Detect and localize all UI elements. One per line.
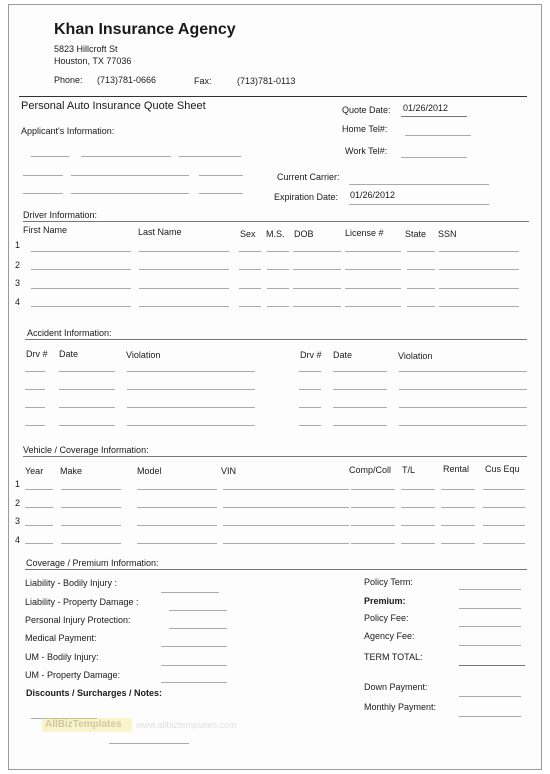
form-field-line[interactable]	[137, 507, 217, 508]
form-field-line[interactable]	[239, 251, 261, 252]
form-field-line[interactable]	[127, 425, 255, 426]
form-field-line[interactable]	[441, 489, 475, 490]
applicant-line[interactable]	[179, 156, 241, 157]
form-field-line[interactable]	[25, 489, 53, 490]
applicant-line[interactable]	[71, 193, 189, 194]
notes-line[interactable]	[109, 743, 189, 744]
work-tel-label: Work Tel#:	[345, 146, 388, 156]
applicant-line[interactable]	[71, 175, 189, 176]
form-field-line[interactable]	[267, 269, 289, 270]
coverage-medical-label: Medical Payment:	[25, 633, 97, 643]
phone-label: Phone:	[54, 75, 83, 85]
form-field-line[interactable]	[333, 389, 387, 390]
form-field-line[interactable]	[351, 543, 395, 544]
expiration-date-label: Expiration Date:	[274, 192, 339, 202]
form-field-line[interactable]	[441, 525, 475, 526]
form-field-line[interactable]	[345, 251, 401, 252]
vehicle-info-label: Vehicle / Coverage Information:	[23, 445, 149, 455]
form-field-line[interactable]	[31, 269, 131, 270]
form-field-line[interactable]	[25, 371, 45, 372]
form-field-line[interactable]	[239, 306, 261, 307]
vehicle-col-year: Year	[25, 466, 44, 476]
form-field-line[interactable]	[25, 543, 53, 544]
form-field-line[interactable]	[483, 543, 525, 544]
form-field-line[interactable]	[439, 251, 519, 252]
form-field-line[interactable]	[399, 389, 527, 390]
form-field-line[interactable]	[25, 425, 45, 426]
term-total-field[interactable]	[459, 665, 525, 666]
form-field-line[interactable]	[293, 269, 341, 270]
form-field-line[interactable]	[407, 288, 435, 289]
form-field-line[interactable]	[441, 507, 475, 508]
form-field-line[interactable]	[127, 389, 255, 390]
driver-row-number: 4	[15, 297, 21, 307]
driver-col-dob: DOB	[294, 229, 314, 239]
agency-address-line1: 5823 Hillcroft St	[54, 44, 118, 54]
form-field-line[interactable]	[139, 251, 229, 252]
form-field-line[interactable]	[223, 543, 349, 544]
accident-col-date-left: Date	[59, 349, 79, 359]
coverage-um-property-field[interactable]	[161, 682, 227, 683]
form-field-line[interactable]	[59, 371, 115, 372]
form-field-line[interactable]	[293, 288, 341, 289]
form-field-line[interactable]	[137, 525, 217, 526]
form-field-line[interactable]	[401, 543, 435, 544]
premium-field[interactable]	[459, 608, 521, 609]
down-payment-label: Down Payment:	[364, 682, 428, 692]
driver-col-license: License #	[345, 228, 384, 238]
form-field-line[interactable]	[351, 507, 395, 508]
form-field-line[interactable]	[345, 288, 401, 289]
form-field-line[interactable]	[25, 407, 45, 408]
coverage-section-divider	[25, 569, 527, 570]
applicant-info-label: Applicant's Information:	[21, 126, 115, 136]
home-tel-field[interactable]	[405, 135, 471, 136]
form-field-line[interactable]	[223, 489, 349, 490]
form-field-line[interactable]	[267, 251, 289, 252]
accident-section-divider	[25, 339, 527, 340]
coverage-pip-label: Personal Injury Protection:	[25, 615, 131, 625]
form-field-line[interactable]	[407, 306, 435, 307]
coverage-um-property-label: UM - Property Damage:	[25, 670, 121, 680]
driver-info-label: Driver Information:	[23, 210, 98, 220]
driver-col-sex: Sex	[240, 229, 256, 239]
coverage-liability-property-field[interactable]	[169, 610, 227, 611]
down-payment-field[interactable]	[459, 696, 521, 697]
coverage-medical-field[interactable]	[161, 646, 227, 647]
driver-col-first-name: First Name	[23, 225, 68, 235]
policy-fee-label: Policy Fee:	[364, 613, 409, 623]
form-field-line[interactable]	[61, 507, 121, 508]
form-field-line[interactable]	[59, 425, 115, 426]
expiration-date-line	[349, 204, 489, 205]
accident-col-date-right: Date	[333, 350, 353, 360]
form-field-line[interactable]	[401, 489, 435, 490]
vehicle-col-tl: T/L	[402, 465, 416, 475]
form-field-line[interactable]	[31, 251, 131, 252]
form-field-line[interactable]	[483, 525, 525, 526]
coverage-liability-property-label: Liability - Property Damage :	[25, 597, 139, 607]
driver-col-state: State	[405, 229, 427, 239]
vehicle-col-rental: Rental	[443, 464, 470, 474]
form-field-line[interactable]	[351, 525, 395, 526]
agency-name: Khan Insurance Agency	[54, 21, 236, 38]
form-field-line[interactable]	[267, 288, 289, 289]
discounts-label: Discounts / Surcharges / Notes:	[26, 688, 163, 698]
form-field-line[interactable]	[267, 306, 289, 307]
watermark-subtext: www.allbiztemplates.com	[136, 720, 237, 730]
applicant-line[interactable]	[31, 156, 69, 157]
form-field-line[interactable]	[345, 306, 401, 307]
driver-col-ms: M.S.	[266, 229, 285, 239]
vehicle-row-number: 4	[15, 535, 21, 545]
form-field-line[interactable]	[439, 269, 519, 270]
vehicle-col-cus-equ: Cus Equ	[485, 464, 520, 474]
vehicle-col-vin: VIN	[221, 466, 237, 476]
quote-date-label: Quote Date:	[342, 105, 391, 115]
policy-fee-field[interactable]	[459, 626, 521, 627]
form-field-line[interactable]	[139, 288, 229, 289]
coverage-liability-bodily-field[interactable]	[161, 592, 219, 593]
form-field-line[interactable]	[299, 371, 321, 372]
applicant-line[interactable]	[23, 175, 63, 176]
policy-term-label: Policy Term:	[364, 577, 413, 587]
sheet-title: Personal Auto Insurance Quote Sheet	[21, 100, 206, 112]
quote-date-line	[401, 116, 467, 117]
form-field-line[interactable]	[441, 543, 475, 544]
fax-value: (713)781-0113	[237, 76, 296, 86]
watermark-text: AllBizTemplates	[45, 719, 122, 730]
premium-label: Premium:	[364, 596, 406, 606]
form-field-line[interactable]	[399, 371, 527, 372]
form-field-line[interactable]	[333, 371, 387, 372]
form-field-line[interactable]	[137, 489, 217, 490]
header-divider	[19, 96, 527, 97]
coverage-pip-field[interactable]	[169, 628, 227, 629]
form-field-line[interactable]	[139, 306, 229, 307]
form-field-line[interactable]	[333, 425, 387, 426]
driver-row-number: 3	[15, 278, 21, 288]
accident-info-label: Accident Information:	[27, 328, 112, 338]
form-field-line[interactable]	[25, 389, 45, 390]
vehicle-col-comp-coll: Comp/Coll	[349, 465, 392, 475]
coverage-info-label: Coverage / Premium Information:	[26, 558, 159, 568]
applicant-line[interactable]	[23, 193, 63, 194]
work-tel-field[interactable]	[401, 157, 467, 158]
form-field-line[interactable]	[293, 251, 341, 252]
form-field-line[interactable]	[407, 251, 435, 252]
form-field-line[interactable]	[59, 407, 115, 408]
driver-col-ssn: SSN	[438, 229, 457, 239]
accident-col-drv-right: Drv #	[300, 350, 322, 360]
vehicle-row-number: 2	[15, 498, 21, 508]
driver-row-number: 2	[15, 260, 21, 270]
form-field-line[interactable]	[299, 425, 321, 426]
current-carrier-label: Current Carrier:	[277, 172, 340, 182]
form-field-line[interactable]	[139, 269, 229, 270]
vehicle-row-number: 1	[15, 479, 21, 489]
form-field-line[interactable]	[223, 525, 349, 526]
coverage-liability-bodily-label: Liability - Bodily Injury :	[25, 578, 118, 588]
form-field-line[interactable]	[25, 525, 53, 526]
form-field-line[interactable]	[25, 507, 53, 508]
form-field-line[interactable]	[483, 489, 525, 490]
form-field-line[interactable]	[61, 525, 121, 526]
form-field-line[interactable]	[59, 389, 115, 390]
accident-col-drv-left: Drv #	[26, 349, 48, 359]
agency-fee-field[interactable]	[459, 645, 521, 646]
form-field-line[interactable]	[239, 288, 261, 289]
form-field-line[interactable]	[127, 371, 255, 372]
driver-col-last-name: Last Name	[138, 227, 182, 237]
form-field-line[interactable]	[333, 407, 387, 408]
applicant-line[interactable]	[199, 193, 243, 194]
form-field-line[interactable]	[31, 288, 131, 289]
applicant-line[interactable]	[81, 156, 171, 157]
driver-section-divider	[23, 221, 529, 222]
form-field-line[interactable]	[61, 543, 121, 544]
vehicle-col-model: Model	[137, 466, 162, 476]
term-total-label: TERM TOTAL:	[364, 652, 423, 662]
form-field-line[interactable]	[399, 425, 527, 426]
agency-fee-label: Agency Fee:	[364, 631, 415, 641]
form-field-line[interactable]	[31, 306, 131, 307]
current-carrier-field[interactable]	[349, 184, 489, 185]
form-field-line[interactable]	[239, 269, 261, 270]
applicant-line[interactable]	[199, 175, 243, 176]
accident-col-violation-right: Violation	[398, 351, 433, 361]
vehicle-col-make: Make	[60, 466, 83, 476]
form-field-line[interactable]	[401, 525, 435, 526]
form-field-line[interactable]	[483, 507, 525, 508]
expiration-date-value[interactable]: 01/26/2012	[350, 190, 396, 200]
form-field-line[interactable]	[223, 507, 349, 508]
phone-value: (713)781-0666	[97, 75, 157, 85]
accident-col-violation-left: Violation	[126, 350, 161, 360]
form-field-line[interactable]	[407, 269, 435, 270]
home-tel-label: Home Tel#:	[342, 124, 388, 134]
form-field-line[interactable]	[345, 269, 401, 270]
coverage-um-bodily-label: UM - Bodily Injury:	[25, 652, 99, 662]
monthly-payment-field[interactable]	[459, 716, 521, 717]
agency-address-line2: Houston, TX 77036	[54, 56, 132, 66]
policy-term-field[interactable]	[459, 589, 521, 590]
watermark-logo	[42, 718, 237, 734]
monthly-payment-label: Monthly Payment:	[364, 702, 437, 712]
form-field-line[interactable]	[127, 407, 255, 408]
form-field-line[interactable]	[293, 306, 341, 307]
form-field-line[interactable]	[401, 507, 435, 508]
fax-label: Fax:	[194, 76, 212, 86]
form-field-line[interactable]	[439, 288, 519, 289]
form-field-line[interactable]	[137, 543, 217, 544]
form-field-line[interactable]	[439, 306, 519, 307]
quote-date-value[interactable]: 01/26/2012	[403, 103, 449, 113]
form-field-line[interactable]	[299, 407, 321, 408]
form-field-line[interactable]	[351, 489, 395, 490]
form-field-line[interactable]	[299, 389, 321, 390]
quote-sheet-page	[8, 4, 542, 770]
driver-row-number: 1	[15, 240, 21, 250]
coverage-um-bodily-field[interactable]	[161, 665, 227, 666]
form-field-line[interactable]	[399, 407, 527, 408]
vehicle-section-divider	[23, 456, 527, 457]
form-field-line[interactable]	[61, 489, 121, 490]
vehicle-row-number: 3	[15, 516, 21, 526]
